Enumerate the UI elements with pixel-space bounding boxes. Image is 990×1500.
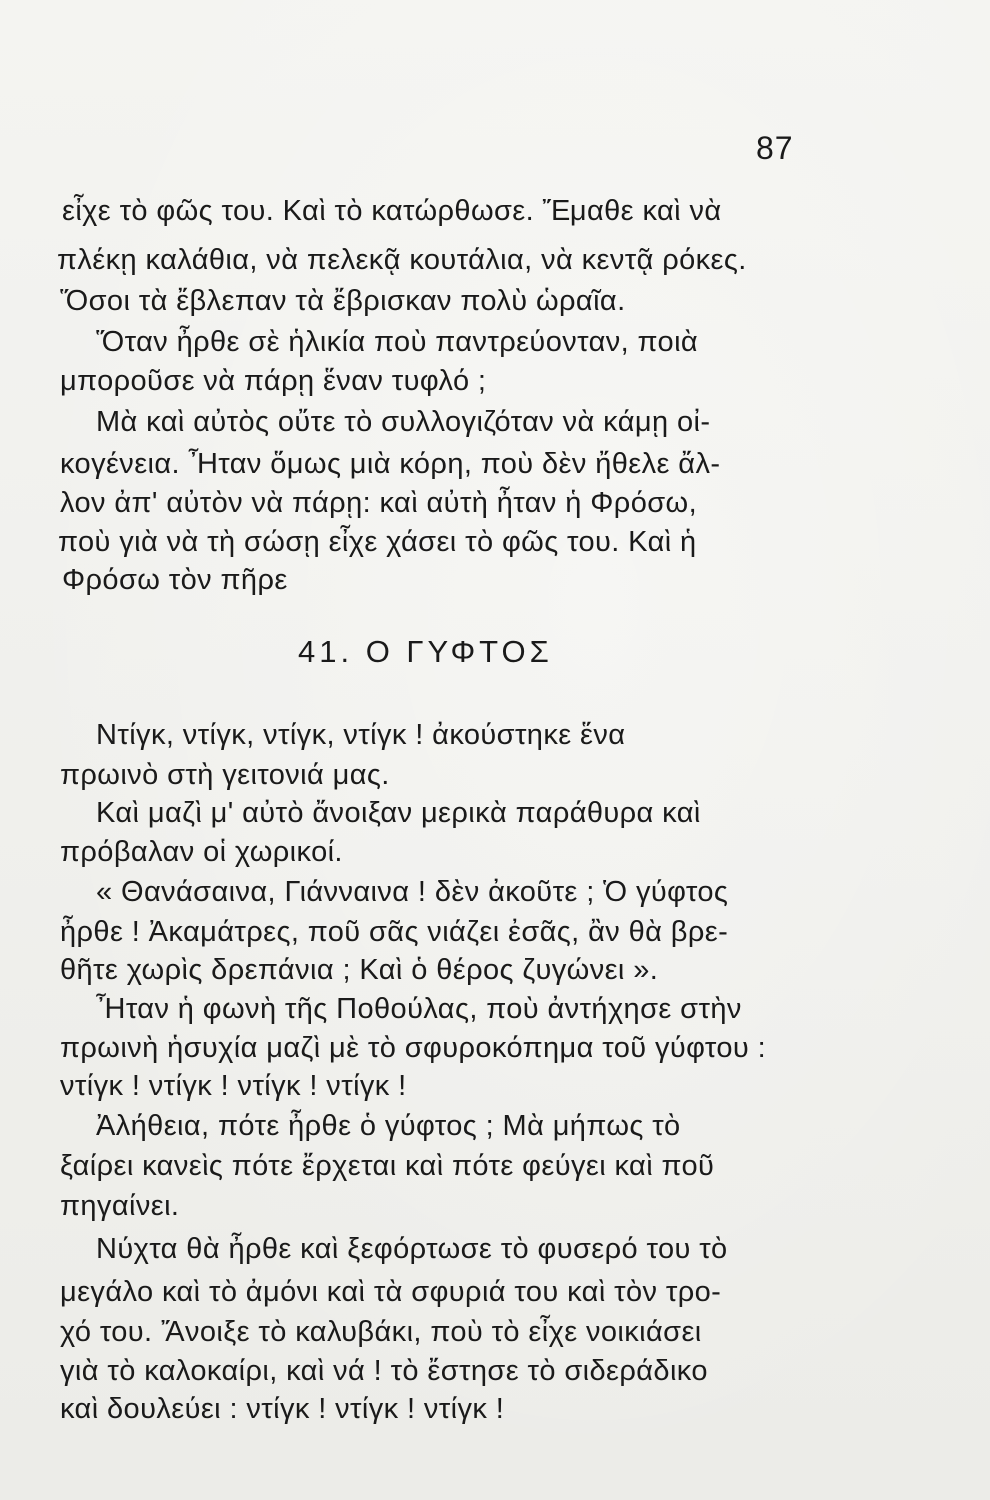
text-line: πηγαίνει. [60, 1190, 180, 1222]
text-line: καὶ δουλεύει : ντίγκ ! ντίγκ ! ντίγκ ! [60, 1393, 505, 1425]
text-line: Ὅταν ἦρθε σὲ ἡλικία ποὺ παντρεύονταν, ποιὰ [96, 326, 699, 358]
text-line: εἶχε τὸ φῶς του. Καὶ τὸ κατώρθωσε. Ἔμαθε καὶ νὰ [62, 195, 722, 227]
page-number: 87 [756, 130, 794, 166]
text-line: Φρόσω τὸν πῆρε [62, 564, 288, 596]
text-line: Μὰ καὶ αὐτὸς οὔτε τὸ συλλογιζόταν νὰ κάμῃ οἰ- [96, 406, 711, 438]
text-line: κογένεια. Ἦταν ὅμως μιὰ κόρη, ποὺ δὲν ἤθελε ἄλ- [60, 448, 721, 480]
text-line: πρωινὸ στὴ γειτονιά μας. [60, 759, 390, 791]
text-line: Ἀλήθεια, πότε ἦρθε ὁ γύφτος ; Μὰ μήπως τὸ [96, 1110, 681, 1142]
text-line: ντίγκ ! ντίγκ ! ντίγκ ! ντίγκ ! [60, 1070, 407, 1102]
text-line: θῆτε χωρὶς δρεπάνια ; Καὶ ὁ θέρος ζυγώνει ». [60, 954, 659, 986]
text-line: Νύχτα θὰ ἦρθε καὶ ξεφόρτωσε τὸ φυσερό του τὸ [96, 1233, 728, 1265]
text-line: μποροῦσε νὰ πάρῃ ἕναν τυφλό ; [60, 365, 487, 397]
text-line: πλέκῃ καλάθια, νὰ πελεκᾷ κουτάλια, νὰ κεντᾷ ρόκες. [57, 244, 747, 276]
text-line: λον ἀπ' αὐτὸν νὰ πάρῃ: καὶ αὐτὴ ἦταν ἡ Φρόσω, [60, 487, 698, 519]
text-line: πρωινὴ ἡσυχία μαζὶ μὲ τὸ σφυροκόπημα τοῦ γύφτου : [60, 1032, 767, 1064]
text-line: μεγάλο καὶ τὸ ἀμόνι καὶ τὰ σφυριά του καὶ τὸν τρο- [60, 1276, 722, 1308]
chapter-title: 41. Ο ΓΥΦΤΟΣ [298, 634, 553, 669]
text-line: πρόβαλαν οἱ χωρικοί. [60, 836, 343, 868]
text-line: γιὰ τὸ καλοκαίρι, καὶ νά ! τὸ ἔστησε τὸ σιδεράδικο [60, 1355, 708, 1387]
text-line: Καὶ μαζὶ μ' αὐτὸ ἄνοιξαν μερικὰ παράθυρα καὶ [96, 797, 701, 829]
text-line: « Θανάσαινα, Γιάνναινα ! δὲν ἀκοῦτε ; Ὁ γύφτος [96, 876, 729, 908]
text-line: ποὺ γιὰ νὰ τὴ σώσῃ εἶχε χάσει τὸ φῶς του. Καὶ ἡ [58, 526, 697, 558]
text-line: ἦρθε ! Ἀκαμάτρες, ποῦ σᾶς νιάζει ἐσᾶς, ἂν θὰ βρε- [60, 916, 729, 948]
text-line: χό του. Ἄνοιξε τὸ καλυβάκι, ποὺ τὸ εἶχε νοικιάσει [60, 1316, 702, 1348]
text-line: Ὅσοι τὰ ἔβλεπαν τὰ ἔβρισκαν πολὺ ὡραῖα. [60, 285, 626, 317]
text-line: Ντίγκ, ντίγκ, ντίγκ, ντίγκ ! ἀκούστηκε ἕνα [96, 719, 626, 751]
text-line: ξαίρει κανεὶς πότε ἔρχεται καὶ πότε φεύγει καὶ ποῦ [60, 1150, 715, 1182]
text-line: Ἦταν ἡ φωνὴ τῆς Ποθούλας, ποὺ ἀντήχησε στὴν [96, 993, 742, 1025]
